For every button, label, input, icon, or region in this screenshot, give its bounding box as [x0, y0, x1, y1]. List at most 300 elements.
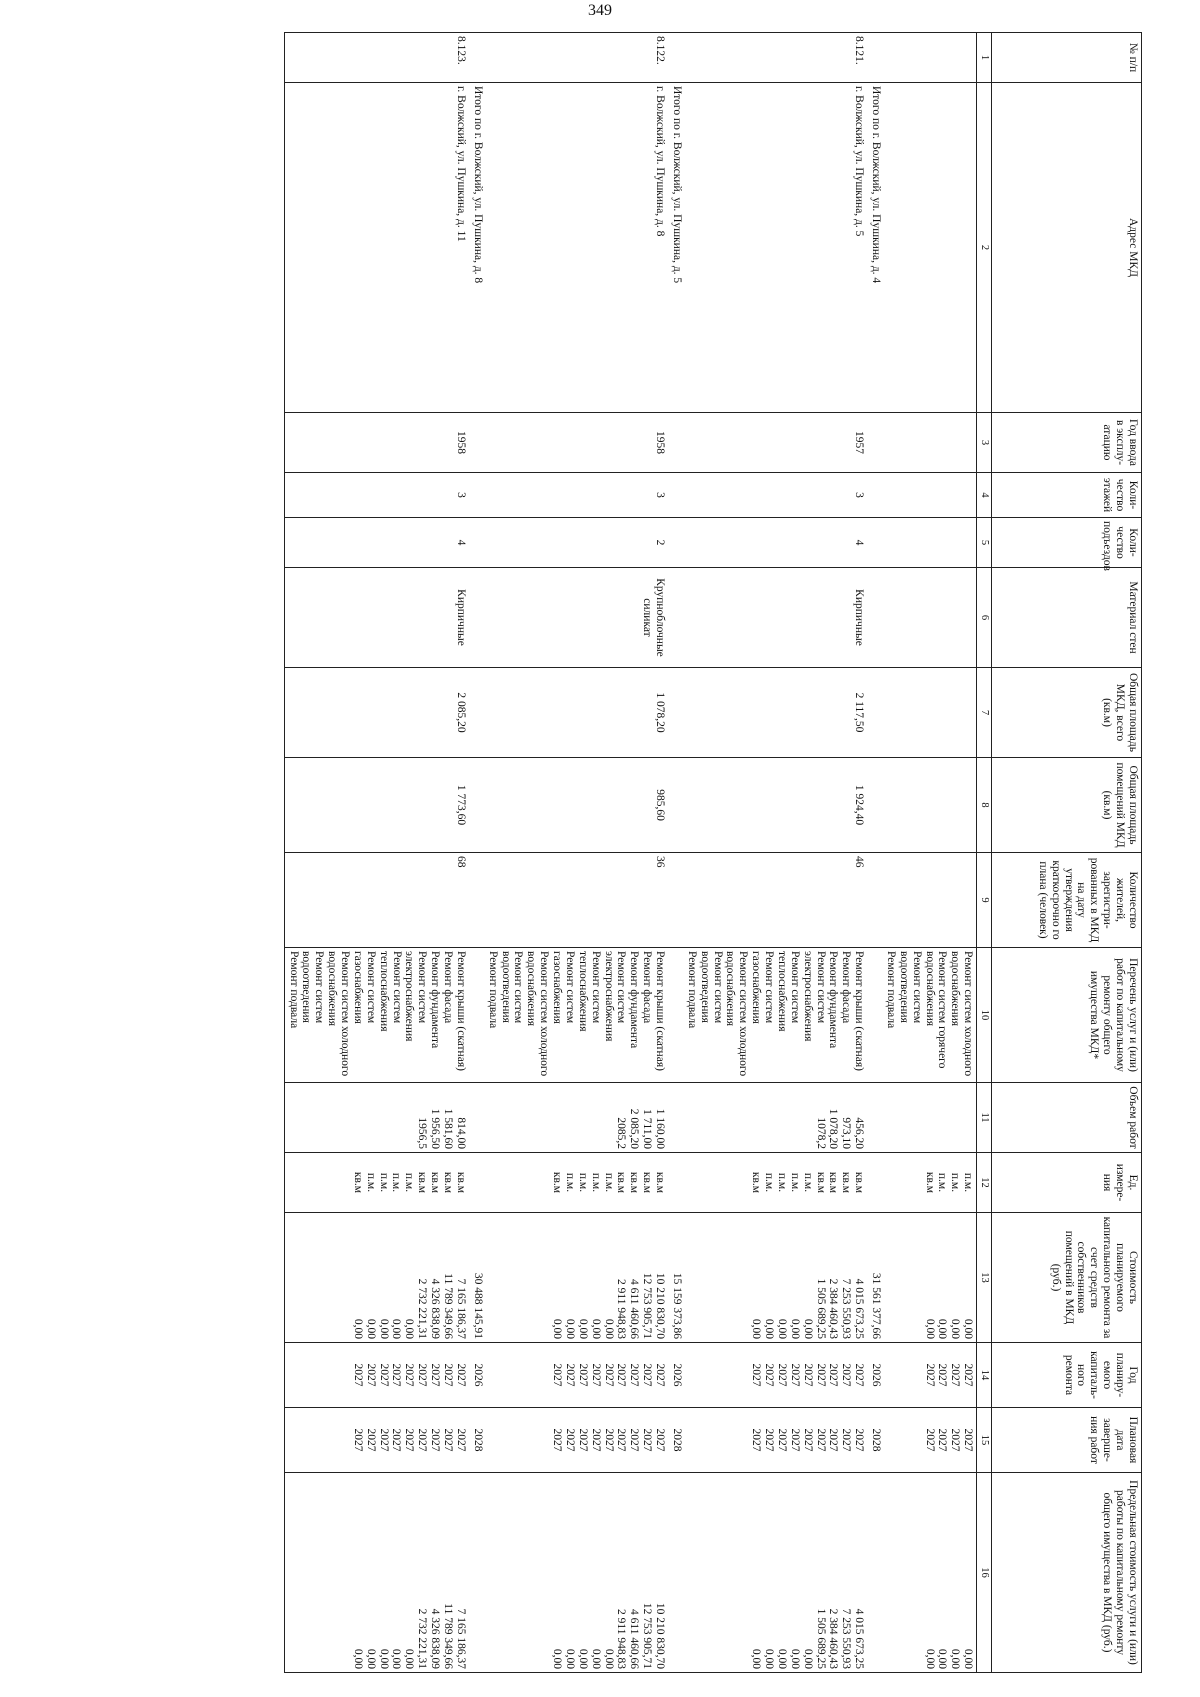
cell-line: 456,20 [853, 1117, 866, 1149]
cell-line: кв.м [429, 1171, 442, 1194]
cell-address: г. Волжский, ул. Пушкина, д. 8 [654, 86, 667, 237]
cell-line: 2027 [442, 1428, 455, 1452]
cell-line: 4 326 838,09 [429, 1608, 442, 1669]
cell-line: 2027 [775, 1363, 788, 1387]
cell-line: 4 326 838,09 [429, 1278, 442, 1339]
page-number: 349 [588, 2, 612, 19]
cell-line: 2027 [923, 1428, 936, 1452]
table-cell [668, 1408, 683, 1473]
table-cell [867, 83, 882, 413]
cell-line: 0,00 [403, 1318, 416, 1339]
cell-line: кв.м [840, 1171, 853, 1194]
cell-line: Ремонт подвала [685, 951, 698, 1029]
table-cell [284, 83, 469, 413]
cell-line [390, 1086, 403, 1149]
table-cell [484, 1343, 668, 1408]
cell-line: 2027 [641, 1428, 654, 1452]
cell-line: 1 956,50 [429, 1108, 442, 1149]
cell-num: 8.122. [654, 36, 667, 65]
cell-line: 2027 [589, 1363, 602, 1387]
table-cell [469, 1473, 484, 1673]
table-cell [484, 1408, 668, 1473]
cell-line: 2027 [853, 1363, 866, 1387]
cell-line: кв.м [454, 1171, 467, 1194]
table-cell [668, 568, 683, 668]
cell-area-rooms: 985,60 [654, 789, 667, 821]
cell-line: 2027 [853, 1428, 866, 1452]
total-row [469, 33, 484, 1673]
cell-line: 2027 [788, 1428, 801, 1452]
table-cell [867, 1153, 882, 1213]
table-cell [867, 1083, 882, 1153]
carryover-row [882, 33, 977, 1673]
table-row [683, 33, 867, 1673]
cell-floors: 3 [853, 492, 866, 498]
cell-line [550, 1086, 563, 1149]
table-cell [668, 1473, 683, 1673]
table-cell [469, 518, 484, 568]
cell-line: п.м. [788, 1172, 801, 1193]
header-cell: Год ввода в эксплу-атацию [992, 413, 1142, 473]
table-cell [469, 1213, 484, 1343]
cell-floors: 3 [654, 492, 667, 498]
cell-line: п.м. [576, 1172, 589, 1193]
cell-line: 0,00 [589, 1318, 602, 1339]
cell-line: 2027 [923, 1363, 936, 1387]
cell-line: 2027 [364, 1363, 377, 1387]
cell-line: 2027 [750, 1428, 763, 1452]
total-year: 2026 [471, 1363, 484, 1387]
cell-line: 4 611 460,66 [628, 1609, 641, 1669]
table-cell [284, 413, 469, 473]
cell-line: 2027 [628, 1363, 641, 1387]
table-cell [683, 668, 867, 758]
header-cell: Коли-чество подъездов [992, 518, 1142, 568]
cell-line: 0,00 [962, 1318, 975, 1339]
cell-line: 10 210 830,70 [654, 1272, 667, 1339]
column-number: 3 [977, 413, 992, 473]
cell-line: п.м. [377, 1172, 390, 1193]
cell-line: 1956,5 [416, 1117, 429, 1149]
cell-line: кв.м [416, 1171, 429, 1194]
cell-line [775, 1086, 788, 1149]
cell-line: 2027 [364, 1428, 377, 1452]
cell-line: Ремонт систем водоотведения [897, 951, 923, 1024]
cell-line [351, 1086, 364, 1149]
table-cell [469, 668, 484, 758]
total-year: 2026 [670, 1363, 683, 1387]
cell-line: 0,00 [550, 1318, 563, 1339]
header-cell: Год планиру-емого капиталь-ного ремонта [992, 1343, 1142, 1408]
table-cell [284, 758, 469, 853]
cell-line: 0,00 [788, 1648, 801, 1669]
cell-line: 0,00 [364, 1318, 377, 1339]
capital-repair-plan-table [284, 32, 1142, 1673]
table-cell [469, 568, 484, 668]
cell-line: Ремонт крыши (скатная) [454, 951, 467, 1071]
cell-line [589, 1086, 602, 1149]
cell-line: Ремонт систем электроснабжения [403, 951, 429, 1042]
table-cell [484, 1153, 668, 1213]
table-cell [284, 1213, 469, 1343]
cell-line: Ремонт систем газоснабжения [551, 951, 576, 1024]
cell-line: 0,00 [390, 1648, 403, 1669]
cell-line: 2 085,20 [628, 1108, 641, 1149]
cell-line: Ремонт систем водоотведения [300, 951, 326, 1024]
table-cell [284, 33, 469, 83]
table-cell [484, 1213, 668, 1343]
cell-line: п.м. [962, 1172, 975, 1193]
cell-line: 0,00 [602, 1648, 615, 1669]
table-cell [469, 83, 484, 413]
table-cell [683, 853, 867, 948]
cell-line: 2027 [962, 1363, 975, 1387]
table-cell [867, 1343, 882, 1408]
cell-line: 11 789 349,66 [442, 1603, 455, 1669]
table-header [977, 33, 1142, 1673]
cell-line: 0,00 [801, 1318, 814, 1339]
cell-line: кв.м [641, 1171, 654, 1194]
cell-line: Ремонт систем теплоснабжения [576, 951, 602, 1032]
table-cell [683, 1083, 867, 1153]
cell-entrances: 4 [853, 539, 866, 546]
cell-line: Ремонт крыши (скатная) [853, 951, 866, 1071]
cell-line: 0,00 [351, 1648, 364, 1669]
table-cell [284, 568, 469, 668]
cell-line: 0,00 [763, 1318, 775, 1339]
total-cost: 30 488 145,91 [471, 1272, 484, 1339]
total-end: 2028 [870, 1428, 883, 1452]
table-cell [284, 1153, 469, 1213]
cell-line: 2027 [390, 1363, 403, 1387]
cell-line: п.м. [602, 1172, 615, 1193]
table-cell [469, 948, 484, 1083]
table-cell [882, 473, 977, 518]
cell-line: 12 753 905,71 [641, 1602, 654, 1669]
cell-address: г. Волжский, ул. Пушкина, д. 11 [454, 86, 467, 242]
header-cell: Количество жителей, зарегистри-рованных в МКД на дату утверждения краткосрочно го плана (человек) [992, 853, 1142, 948]
table-cell [668, 413, 683, 473]
cell-line: п.м. [563, 1172, 576, 1193]
total-row [668, 33, 683, 1673]
column-number: 1 [977, 33, 992, 83]
table-cell [668, 948, 683, 1083]
cell-line: 1 078,20 [827, 1108, 840, 1149]
cell-line: 973,10 [840, 1117, 853, 1149]
cell-line: 0,00 [377, 1318, 390, 1339]
cell-line: 2027 [628, 1428, 641, 1452]
table-cell [867, 1213, 882, 1343]
cell-line: 0,00 [750, 1318, 763, 1339]
cell-line: Ремонт систем электроснабжения [602, 951, 628, 1042]
cell-line: 1 505 689,25 [814, 1278, 827, 1339]
cell-line: Ремонт фундамента [827, 951, 840, 1049]
cell-line: 1 711,00 [641, 1109, 654, 1149]
cell-area-rooms: 1 924,40 [853, 784, 866, 826]
table-cell [469, 473, 484, 518]
cell-line: 2027 [602, 1363, 615, 1387]
cell-line: п.м. [403, 1172, 416, 1193]
table-cell [683, 33, 867, 83]
total-label: Итого по г. Волжский, ул. Пушкина, д. 8 [471, 86, 484, 284]
cell-line [377, 1086, 390, 1149]
cell-line: 1 160,00 [654, 1108, 667, 1149]
table-cell [683, 758, 867, 853]
cell-line: п.м. [801, 1172, 814, 1193]
table-cell [882, 1473, 977, 1673]
table-cell [668, 758, 683, 853]
table-cell [683, 413, 867, 473]
table-cell [284, 668, 469, 758]
column-number: 14 [977, 1343, 992, 1408]
cell-line: 7 165 186,37 [454, 1608, 467, 1669]
cell-line: п.м. [589, 1172, 602, 1193]
cell-line: 0,00 [801, 1648, 814, 1669]
cell-residents: 68 [454, 856, 467, 868]
table-cell [668, 518, 683, 568]
total-cost: 15 159 373,86 [670, 1272, 683, 1339]
table-cell [484, 948, 668, 1083]
cell-line: Ремонт подвала [885, 951, 897, 1029]
table-cell [284, 853, 469, 948]
header-cell: Объем работ [992, 1083, 1142, 1153]
cell-line: 2027 [563, 1428, 576, 1452]
header-cell: Коли-чество этажей [992, 473, 1142, 518]
table-cell [867, 1473, 882, 1673]
table-cell [284, 518, 469, 568]
cell-line: 2027 [615, 1428, 628, 1452]
table-cell [867, 1408, 882, 1473]
total-cost: 31 561 377,66 [870, 1272, 883, 1339]
cell-line: 0,00 [403, 1648, 416, 1669]
cell-line: Ремонт систем теплоснабжения [377, 951, 403, 1032]
cell-line: 0,00 [775, 1318, 788, 1339]
table-cell [469, 853, 484, 948]
table-cell [882, 853, 977, 948]
cell-line: 2 732 221,31 [416, 1608, 429, 1669]
cell-line: Ремонт систем электроснабжения [801, 951, 827, 1042]
table-cell [284, 1083, 469, 1153]
cell-line: 2027 [827, 1428, 840, 1452]
total-end: 2028 [471, 1428, 484, 1452]
table-cell [882, 1408, 977, 1473]
header-cell: Стоимость планируемого капитального ремонта за счет средств собственников помещений в МКД (руб.) [992, 1213, 1142, 1343]
cell-line: 0,00 [750, 1648, 763, 1669]
table-cell [683, 83, 867, 413]
cell-line: 7 165 186,37 [454, 1278, 467, 1339]
cell-line: 2027 [949, 1428, 962, 1452]
cell-line: 2027 [351, 1428, 364, 1452]
table-cell [284, 948, 469, 1083]
cell-line: кв.м [654, 1171, 667, 1194]
cell-line: 2027 [550, 1363, 563, 1387]
cell-line: 2027 [377, 1363, 390, 1387]
column-number: 4 [977, 473, 992, 518]
cell-line: 2027 [750, 1363, 763, 1387]
cell-line: кв.м [923, 1171, 936, 1194]
table-cell [882, 948, 977, 1083]
cell-line: п.м. [936, 1172, 949, 1193]
cell-line: 2027 [801, 1363, 814, 1387]
table-cell [668, 1213, 683, 1343]
table-cell [484, 473, 668, 518]
table-cell [484, 83, 668, 413]
cell-wall: Кирпичные [853, 589, 866, 646]
header-cell: Адрес МКД [992, 83, 1142, 413]
table-cell [284, 473, 469, 518]
table-cell [867, 853, 882, 948]
column-number-row [977, 33, 992, 1673]
table-cell [867, 668, 882, 758]
table-cell [668, 668, 683, 758]
cell-line: 2027 [949, 1363, 962, 1387]
cell-line: Ремонт систем холодного водоснабжения [326, 951, 352, 1077]
cell-line [364, 1086, 377, 1149]
cell-line: 0,00 [763, 1648, 775, 1669]
cell-line: 2 911 948,83 [615, 1279, 628, 1339]
cell-area-rooms: 1 773,60 [454, 784, 467, 826]
table-cell [484, 33, 668, 83]
table-cell [484, 413, 668, 473]
cell-line: 2027 [763, 1428, 775, 1452]
cell-line: 2027 [429, 1428, 442, 1452]
cell-line: 2027 [550, 1428, 563, 1452]
cell-residents: 36 [654, 856, 667, 868]
cell-line: 2027 [602, 1428, 615, 1452]
table-cell [867, 568, 882, 668]
total-end: 2028 [670, 1428, 683, 1452]
cell-line: 0,00 [602, 1318, 615, 1339]
cell-line: 2027 [351, 1363, 364, 1387]
cell-line: 2027 [454, 1363, 467, 1387]
total-label: Итого по г. Волжский, ул. Пушкина, д. 5 [670, 86, 683, 284]
table-cell [668, 853, 683, 948]
cell-line: п.м. [364, 1172, 377, 1193]
header-row [992, 33, 1142, 1673]
table-cell [683, 473, 867, 518]
table-cell [867, 473, 882, 518]
cell-line: 0,00 [390, 1318, 403, 1339]
table-cell [882, 1213, 977, 1343]
cell-line: 0,00 [936, 1318, 949, 1339]
cell-line [602, 1086, 615, 1149]
cell-line: 2 384 460,43 [827, 1608, 840, 1669]
cell-line: 0,00 [788, 1318, 801, 1339]
cell-line: 7 253 550,93 [840, 1278, 853, 1339]
header-cell: Материал стен [992, 568, 1142, 668]
cell-line: 2027 [429, 1363, 442, 1387]
cell-line: 2027 [936, 1428, 949, 1452]
cell-line: 0,00 [775, 1648, 788, 1669]
cell-line: 2027 [390, 1428, 403, 1452]
cell-line: 0,00 [589, 1648, 602, 1669]
column-number: 12 [977, 1153, 992, 1213]
cell-year-built: 1958 [454, 431, 467, 454]
cell-line: п.м. [775, 1172, 788, 1193]
cell-line: кв.м [351, 1171, 364, 1194]
cell-line: п.м. [390, 1172, 403, 1193]
cell-line: 1078,2 [814, 1117, 827, 1149]
cell-address: г. Волжский, ул. Пушкина, д. 5 [853, 86, 866, 237]
table-cell [668, 83, 683, 413]
cell-line: 0,00 [923, 1318, 936, 1339]
table-cell [484, 1083, 668, 1153]
cell-line: 2 911 948,83 [615, 1609, 628, 1669]
header-cell: Ед. измере-ния [992, 1153, 1142, 1213]
cell-line: Ремонт подвала [287, 951, 300, 1029]
cell-line: 2027 [840, 1363, 853, 1387]
header-cell: Общая площадь помещений МКД (кв.м) [992, 758, 1142, 853]
cell-line: 2027 [403, 1363, 416, 1387]
table-cell [484, 758, 668, 853]
cell-year-built: 1958 [654, 431, 667, 454]
table-cell [683, 1408, 867, 1473]
column-number: 2 [977, 83, 992, 413]
cell-line: 4 015 673,25 [853, 1608, 866, 1669]
cell-line: Ремонт фасада [442, 951, 455, 1024]
header-cell: Плановая дата заверше-ния работ [992, 1408, 1142, 1473]
column-number: 15 [977, 1408, 992, 1473]
table-cell [683, 1343, 867, 1408]
table-cell [668, 1083, 683, 1153]
column-number: 11 [977, 1083, 992, 1153]
cell-line: 2027 [442, 1363, 455, 1387]
table-cell [867, 518, 882, 568]
cell-year-built: 1957 [853, 431, 866, 454]
cell-line [762, 1086, 775, 1149]
cell-line: кв.м [853, 1171, 866, 1194]
cell-line: п.м. [763, 1172, 775, 1193]
cell-line [563, 1086, 576, 1149]
cell-line: кв.м [628, 1171, 641, 1194]
table-cell [882, 668, 977, 758]
table-row [284, 33, 469, 1673]
table-cell [882, 83, 977, 413]
cell-line: кв.м [550, 1171, 563, 1194]
table-cell [867, 758, 882, 853]
table-cell [284, 1343, 469, 1408]
cell-line: 0,00 [563, 1648, 576, 1669]
column-number: 13 [977, 1213, 992, 1343]
cell-line: Ремонт систем водоотведения [499, 951, 525, 1024]
cell-line: 0,00 [576, 1648, 589, 1669]
total-year: 2026 [870, 1363, 883, 1387]
cell-line: кв.м [615, 1171, 628, 1194]
table-cell [484, 853, 668, 948]
cell-line: 4 611 460,66 [628, 1279, 641, 1339]
table-cell [683, 1213, 867, 1343]
cell-line: 2027 [654, 1428, 667, 1452]
cell-line: 7 253 550,93 [840, 1608, 853, 1669]
cell-line: 2027 [775, 1428, 788, 1452]
cell-wall: Крупноблочные силикат [641, 578, 667, 657]
cell-line: 2027 [589, 1428, 602, 1452]
cell-line [749, 1086, 762, 1149]
cell-line: 814,00 [454, 1117, 467, 1149]
table-cell [668, 1153, 683, 1213]
cell-area-total: 2 085,20 [454, 692, 467, 733]
table-cell [469, 1153, 484, 1213]
table-cell [683, 1473, 867, 1673]
cell-line: 11 789 349,66 [442, 1273, 455, 1339]
cell-line: 2027 [615, 1363, 628, 1387]
cell-line [403, 1086, 416, 1149]
cell-line: 0,00 [377, 1648, 390, 1669]
cell-line [576, 1086, 589, 1149]
cell-line: 2 732 221,31 [416, 1278, 429, 1339]
column-number: 5 [977, 518, 992, 568]
table-cell [484, 1473, 668, 1673]
